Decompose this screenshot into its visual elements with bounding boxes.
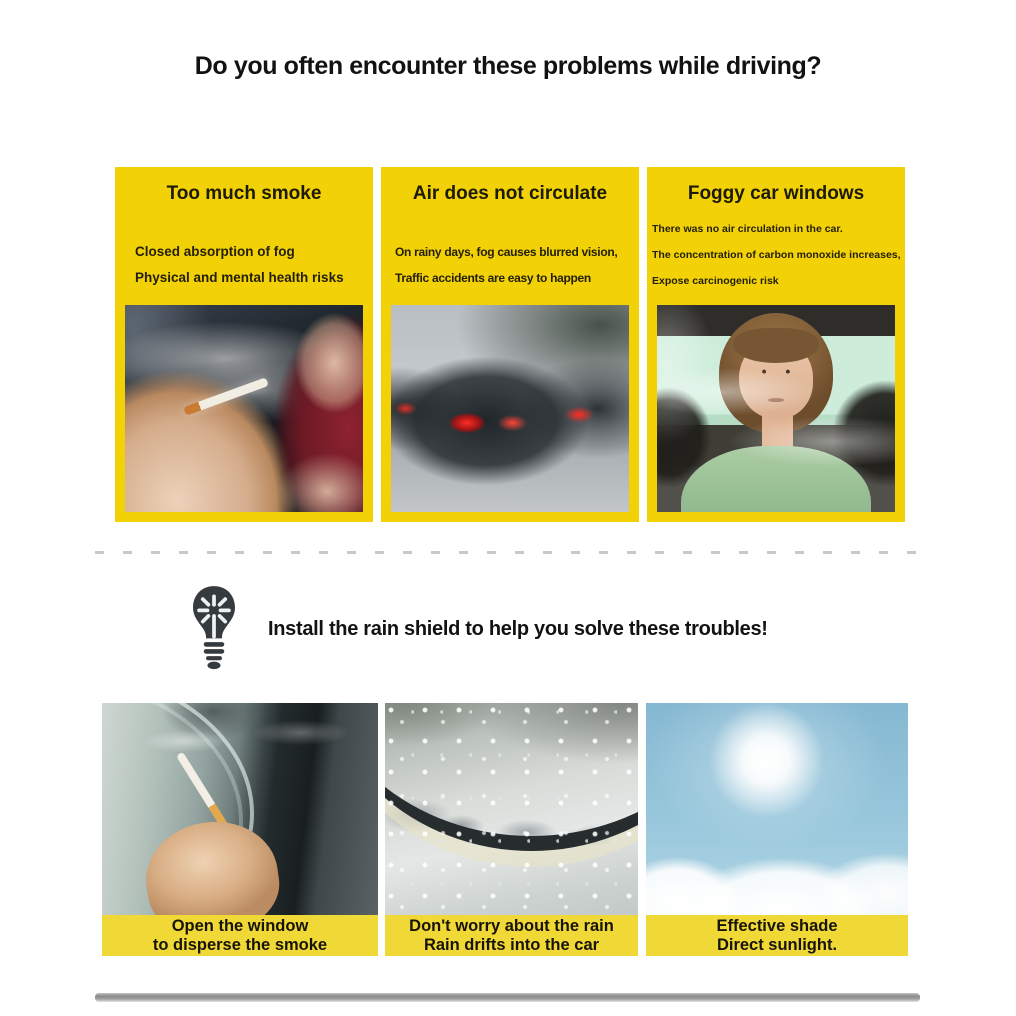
card-body (115, 239, 373, 291)
card-body-line: The concentration of carbon monoxide increases, (652, 249, 901, 261)
caption-line: Rain drifts into the car (423, 936, 600, 954)
benefit-caption (385, 915, 638, 956)
card-heading: Air does not circulate (412, 183, 608, 204)
card-body-line: Closed absorption of fog (135, 244, 295, 259)
rainy-traffic-photo (391, 305, 629, 512)
lightbulb-icon (186, 584, 242, 674)
dashed-divider (95, 551, 935, 554)
card-body-line: Expose carcinogenic risk (652, 275, 779, 287)
caption-line: Open the window (171, 917, 309, 935)
page-title: Do you often encounter these problems while driving? (194, 52, 822, 80)
raindrops-overlay (385, 703, 638, 915)
solution-headline: Install the rain shield to help you solve these troubles! (268, 618, 768, 640)
benefit-caption (102, 915, 378, 956)
problem-card-foggy-windows (647, 167, 905, 522)
card-body (381, 239, 639, 291)
open-window-cigarette-photo (102, 703, 378, 915)
caption-line: Effective shade (716, 917, 838, 935)
card-heading: Too much smoke (166, 183, 322, 204)
bottom-divider-bar (95, 993, 920, 1002)
benefit-open-window (102, 703, 378, 956)
card-heading: Foggy car windows (687, 183, 865, 204)
caption-line: Don't worry about the rain (409, 917, 614, 935)
card-body-line: On rainy days, fog causes blurred vision, (395, 245, 618, 259)
card-body-line: Traffic accidents are easy to happen (395, 271, 591, 285)
bored-woman-in-car-photo (657, 305, 895, 512)
cigarette-shape (183, 377, 269, 416)
card-body (647, 216, 905, 294)
card-body-line: There was no air circulation in the car. (652, 223, 843, 235)
sunny-sky-photo (646, 703, 908, 915)
benefit-caption (646, 915, 908, 956)
problem-card-air-does-not-circulate (381, 167, 639, 522)
caption-line: Direct sunlight. (716, 936, 838, 954)
card-body-line: Physical and mental health risks (135, 270, 344, 285)
smoke-overlay (657, 305, 895, 512)
caption-line: to disperse the smoke (152, 936, 328, 954)
rain-shield-raindrops-photo (385, 703, 638, 915)
benefit-sun-shade (646, 703, 908, 956)
smoking-in-car-photo (125, 305, 363, 512)
problem-card-too-much-smoke (115, 167, 373, 522)
benefit-rain-protection (385, 703, 638, 956)
